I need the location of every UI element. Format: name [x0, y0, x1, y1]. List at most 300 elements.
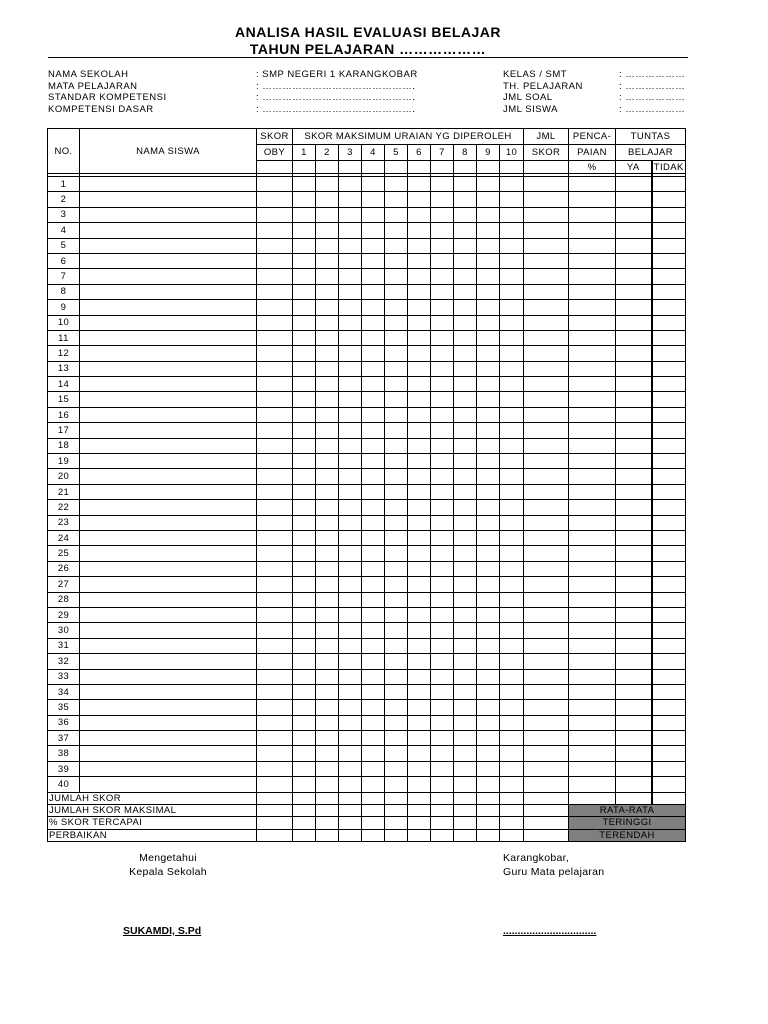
score-cell[interactable] [431, 423, 454, 438]
score-cell[interactable] [257, 746, 293, 761]
score-cell[interactable] [431, 546, 454, 561]
score-cell[interactable] [500, 346, 524, 361]
score-cell[interactable] [316, 777, 339, 792]
score-cell[interactable] [569, 454, 616, 469]
score-cell[interactable] [339, 731, 362, 746]
score-cell[interactable] [524, 623, 569, 638]
score-cell[interactable] [339, 623, 362, 638]
student-name-cell[interactable] [80, 561, 257, 576]
score-cell[interactable] [293, 392, 316, 407]
student-name-cell[interactable] [80, 315, 257, 330]
score-cell[interactable] [652, 207, 686, 222]
score-cell[interactable] [616, 361, 652, 376]
score-cell[interactable] [293, 530, 316, 545]
score-cell[interactable] [616, 300, 652, 315]
score-cell[interactable] [257, 638, 293, 653]
student-name-cell[interactable] [80, 407, 257, 422]
student-name-cell[interactable] [80, 700, 257, 715]
summary-cell[interactable] [257, 829, 293, 841]
score-cell[interactable] [293, 500, 316, 515]
score-cell[interactable] [257, 192, 293, 207]
score-cell[interactable] [316, 392, 339, 407]
summary-cell[interactable] [524, 829, 569, 841]
score-cell[interactable] [316, 469, 339, 484]
summary-cell[interactable] [477, 829, 500, 841]
score-cell[interactable] [500, 377, 524, 392]
score-cell[interactable] [477, 454, 500, 469]
score-cell[interactable] [477, 746, 500, 761]
score-cell[interactable] [454, 253, 477, 268]
score-cell[interactable] [500, 469, 524, 484]
score-cell[interactable] [652, 469, 686, 484]
score-cell[interactable] [652, 561, 686, 576]
score-cell[interactable] [616, 654, 652, 669]
score-cell[interactable] [293, 438, 316, 453]
score-cell[interactable] [454, 300, 477, 315]
score-cell[interactable] [569, 315, 616, 330]
score-cell[interactable] [569, 577, 616, 592]
score-cell[interactable] [385, 777, 408, 792]
score-cell[interactable] [431, 469, 454, 484]
score-cell[interactable] [257, 346, 293, 361]
score-cell[interactable] [339, 269, 362, 284]
summary-cell[interactable] [524, 817, 569, 829]
score-cell[interactable] [408, 253, 431, 268]
summary-cell[interactable] [408, 829, 431, 841]
score-cell[interactable] [385, 638, 408, 653]
score-cell[interactable] [257, 684, 293, 699]
score-cell[interactable] [257, 530, 293, 545]
score-cell[interactable] [616, 777, 652, 792]
score-cell[interactable] [524, 177, 569, 192]
score-cell[interactable] [500, 284, 524, 299]
score-cell[interactable] [616, 623, 652, 638]
score-cell[interactable] [524, 669, 569, 684]
score-cell[interactable] [408, 223, 431, 238]
score-cell[interactable] [652, 515, 686, 530]
score-cell[interactable] [431, 377, 454, 392]
score-cell[interactable] [524, 577, 569, 592]
score-cell[interactable] [316, 407, 339, 422]
score-cell[interactable] [524, 238, 569, 253]
score-cell[interactable] [385, 469, 408, 484]
score-cell[interactable] [477, 684, 500, 699]
score-cell[interactable] [652, 592, 686, 607]
score-cell[interactable] [339, 315, 362, 330]
score-cell[interactable] [454, 684, 477, 699]
score-cell[interactable] [652, 423, 686, 438]
score-cell[interactable] [652, 361, 686, 376]
score-cell[interactable] [524, 330, 569, 345]
score-cell[interactable] [524, 284, 569, 299]
score-cell[interactable] [616, 484, 652, 499]
score-cell[interactable] [616, 392, 652, 407]
score-cell[interactable] [454, 592, 477, 607]
score-cell[interactable] [652, 438, 686, 453]
score-cell[interactable] [454, 530, 477, 545]
score-cell[interactable] [257, 592, 293, 607]
score-cell[interactable] [569, 438, 616, 453]
student-name-cell[interactable] [80, 269, 257, 284]
score-cell[interactable] [500, 407, 524, 422]
score-cell[interactable] [339, 253, 362, 268]
score-cell[interactable] [339, 238, 362, 253]
summary-cell[interactable] [431, 804, 454, 816]
score-cell[interactable] [524, 746, 569, 761]
student-name-cell[interactable] [80, 300, 257, 315]
score-cell[interactable] [569, 407, 616, 422]
score-cell[interactable] [431, 592, 454, 607]
score-cell[interactable] [500, 515, 524, 530]
score-cell[interactable] [524, 654, 569, 669]
student-name-cell[interactable] [80, 607, 257, 622]
score-cell[interactable] [362, 638, 385, 653]
score-cell[interactable] [408, 346, 431, 361]
score-cell[interactable] [477, 223, 500, 238]
score-cell[interactable] [431, 623, 454, 638]
score-cell[interactable] [316, 669, 339, 684]
score-cell[interactable] [408, 177, 431, 192]
score-cell[interactable] [293, 469, 316, 484]
score-cell[interactable] [569, 192, 616, 207]
score-cell[interactable] [293, 561, 316, 576]
score-cell[interactable] [362, 238, 385, 253]
score-cell[interactable] [477, 269, 500, 284]
score-cell[interactable] [362, 315, 385, 330]
score-cell[interactable] [431, 607, 454, 622]
score-cell[interactable] [316, 223, 339, 238]
score-cell[interactable] [454, 561, 477, 576]
score-cell[interactable] [524, 500, 569, 515]
score-cell[interactable] [652, 623, 686, 638]
student-name-cell[interactable] [80, 777, 257, 792]
score-cell[interactable] [477, 423, 500, 438]
score-cell[interactable] [408, 777, 431, 792]
score-cell[interactable] [316, 361, 339, 376]
score-cell[interactable] [524, 253, 569, 268]
score-cell[interactable] [293, 592, 316, 607]
score-cell[interactable] [316, 423, 339, 438]
score-cell[interactable] [293, 207, 316, 222]
summary-cell[interactable] [408, 792, 431, 804]
score-cell[interactable] [477, 484, 500, 499]
score-cell[interactable] [293, 515, 316, 530]
summary-cell[interactable] [500, 829, 524, 841]
score-cell[interactable] [652, 484, 686, 499]
score-cell[interactable] [477, 438, 500, 453]
score-cell[interactable] [293, 669, 316, 684]
score-cell[interactable] [316, 746, 339, 761]
score-cell[interactable] [569, 500, 616, 515]
score-cell[interactable] [362, 207, 385, 222]
score-cell[interactable] [339, 607, 362, 622]
score-cell[interactable] [500, 438, 524, 453]
score-cell[interactable] [500, 530, 524, 545]
score-cell[interactable] [257, 515, 293, 530]
score-cell[interactable] [500, 684, 524, 699]
score-cell[interactable] [293, 684, 316, 699]
score-cell[interactable] [431, 530, 454, 545]
score-cell[interactable] [339, 530, 362, 545]
score-cell[interactable] [339, 561, 362, 576]
student-name-cell[interactable] [80, 377, 257, 392]
score-cell[interactable] [569, 700, 616, 715]
score-cell[interactable] [385, 300, 408, 315]
score-cell[interactable] [500, 253, 524, 268]
score-cell[interactable] [316, 330, 339, 345]
score-cell[interactable] [652, 669, 686, 684]
score-cell[interactable] [454, 454, 477, 469]
score-cell[interactable] [293, 407, 316, 422]
score-cell[interactable] [408, 684, 431, 699]
score-cell[interactable] [257, 731, 293, 746]
score-cell[interactable] [362, 530, 385, 545]
score-cell[interactable] [293, 377, 316, 392]
score-cell[interactable] [431, 361, 454, 376]
score-cell[interactable] [616, 223, 652, 238]
score-cell[interactable] [408, 192, 431, 207]
summary-cell[interactable] [500, 792, 524, 804]
score-cell[interactable] [316, 654, 339, 669]
score-cell[interactable] [454, 515, 477, 530]
score-cell[interactable] [454, 700, 477, 715]
score-cell[interactable] [257, 500, 293, 515]
score-cell[interactable] [362, 500, 385, 515]
score-cell[interactable] [454, 638, 477, 653]
summary-cell[interactable] [477, 804, 500, 816]
score-cell[interactable] [616, 746, 652, 761]
score-cell[interactable] [257, 561, 293, 576]
score-cell[interactable] [652, 253, 686, 268]
score-cell[interactable] [524, 700, 569, 715]
score-cell[interactable] [385, 577, 408, 592]
score-cell[interactable] [616, 669, 652, 684]
score-cell[interactable] [339, 207, 362, 222]
score-cell[interactable] [524, 777, 569, 792]
score-cell[interactable] [339, 500, 362, 515]
score-cell[interactable] [454, 607, 477, 622]
score-cell[interactable] [477, 192, 500, 207]
score-cell[interactable] [569, 346, 616, 361]
score-cell[interactable] [362, 592, 385, 607]
student-name-cell[interactable] [80, 515, 257, 530]
score-cell[interactable] [257, 300, 293, 315]
score-cell[interactable] [339, 577, 362, 592]
score-cell[interactable] [477, 638, 500, 653]
score-cell[interactable] [524, 761, 569, 776]
score-cell[interactable] [385, 500, 408, 515]
score-cell[interactable] [293, 654, 316, 669]
score-cell[interactable] [431, 746, 454, 761]
score-cell[interactable] [569, 623, 616, 638]
score-cell[interactable] [569, 269, 616, 284]
score-cell[interactable] [500, 746, 524, 761]
score-cell[interactable] [385, 746, 408, 761]
score-cell[interactable] [257, 607, 293, 622]
score-cell[interactable] [385, 253, 408, 268]
score-cell[interactable] [652, 654, 686, 669]
score-cell[interactable] [477, 546, 500, 561]
score-cell[interactable] [316, 561, 339, 576]
score-cell[interactable] [385, 423, 408, 438]
score-cell[interactable] [431, 407, 454, 422]
score-cell[interactable] [616, 346, 652, 361]
score-cell[interactable] [569, 530, 616, 545]
score-cell[interactable] [339, 330, 362, 345]
score-cell[interactable] [316, 192, 339, 207]
score-cell[interactable] [477, 715, 500, 730]
score-cell[interactable] [431, 669, 454, 684]
score-cell[interactable] [339, 346, 362, 361]
summary-cell[interactable] [293, 804, 316, 816]
score-cell[interactable] [257, 423, 293, 438]
score-cell[interactable] [257, 269, 293, 284]
score-cell[interactable] [524, 638, 569, 653]
score-cell[interactable] [477, 377, 500, 392]
score-cell[interactable] [454, 746, 477, 761]
score-cell[interactable] [431, 269, 454, 284]
score-cell[interactable] [616, 238, 652, 253]
score-cell[interactable] [362, 746, 385, 761]
score-cell[interactable] [362, 361, 385, 376]
summary-cell[interactable] [477, 792, 500, 804]
score-cell[interactable] [293, 638, 316, 653]
score-cell[interactable] [257, 777, 293, 792]
score-cell[interactable] [652, 500, 686, 515]
score-cell[interactable] [385, 592, 408, 607]
score-cell[interactable] [362, 407, 385, 422]
score-cell[interactable] [569, 561, 616, 576]
score-cell[interactable] [454, 284, 477, 299]
score-cell[interactable] [316, 546, 339, 561]
score-cell[interactable] [454, 361, 477, 376]
summary-cell[interactable] [500, 804, 524, 816]
score-cell[interactable] [500, 669, 524, 684]
score-cell[interactable] [257, 654, 293, 669]
score-cell[interactable] [385, 377, 408, 392]
score-cell[interactable] [316, 638, 339, 653]
score-cell[interactable] [257, 577, 293, 592]
score-cell[interactable] [454, 192, 477, 207]
score-cell[interactable] [257, 253, 293, 268]
summary-cell[interactable] [316, 817, 339, 829]
score-cell[interactable] [569, 238, 616, 253]
score-cell[interactable] [477, 577, 500, 592]
summary-cell[interactable] [339, 817, 362, 829]
score-cell[interactable] [477, 330, 500, 345]
summary-cell[interactable] [257, 792, 293, 804]
score-cell[interactable] [385, 761, 408, 776]
score-cell[interactable] [652, 607, 686, 622]
student-name-cell[interactable] [80, 192, 257, 207]
student-name-cell[interactable] [80, 669, 257, 684]
score-cell[interactable] [362, 561, 385, 576]
score-cell[interactable] [524, 207, 569, 222]
score-cell[interactable] [616, 561, 652, 576]
score-cell[interactable] [569, 654, 616, 669]
score-cell[interactable] [316, 577, 339, 592]
summary-cell[interactable] [431, 792, 454, 804]
score-cell[interactable] [385, 623, 408, 638]
summary-cell[interactable] [385, 792, 408, 804]
score-cell[interactable] [339, 715, 362, 730]
score-cell[interactable] [385, 546, 408, 561]
score-cell[interactable] [616, 546, 652, 561]
score-cell[interactable] [477, 469, 500, 484]
score-cell[interactable] [316, 300, 339, 315]
score-cell[interactable] [293, 315, 316, 330]
score-cell[interactable] [524, 407, 569, 422]
score-cell[interactable] [385, 346, 408, 361]
score-cell[interactable] [524, 469, 569, 484]
score-cell[interactable] [385, 700, 408, 715]
summary-cell[interactable] [316, 792, 339, 804]
student-name-cell[interactable] [80, 592, 257, 607]
score-cell[interactable] [385, 407, 408, 422]
score-cell[interactable] [431, 192, 454, 207]
score-cell[interactable] [339, 546, 362, 561]
score-cell[interactable] [569, 207, 616, 222]
score-cell[interactable] [339, 361, 362, 376]
score-cell[interactable] [652, 192, 686, 207]
score-cell[interactable] [500, 300, 524, 315]
score-cell[interactable] [316, 761, 339, 776]
score-cell[interactable] [408, 515, 431, 530]
score-cell[interactable] [477, 515, 500, 530]
score-cell[interactable] [477, 207, 500, 222]
score-cell[interactable] [339, 177, 362, 192]
summary-cell[interactable] [431, 817, 454, 829]
score-cell[interactable] [616, 454, 652, 469]
score-cell[interactable] [652, 300, 686, 315]
score-cell[interactable] [385, 207, 408, 222]
score-cell[interactable] [524, 546, 569, 561]
score-cell[interactable] [524, 300, 569, 315]
summary-cell[interactable] [293, 792, 316, 804]
score-cell[interactable] [454, 654, 477, 669]
score-cell[interactable] [385, 454, 408, 469]
score-cell[interactable] [477, 777, 500, 792]
score-cell[interactable] [257, 407, 293, 422]
summary-cell[interactable] [431, 829, 454, 841]
score-cell[interactable] [477, 592, 500, 607]
student-name-cell[interactable] [80, 500, 257, 515]
score-cell[interactable] [408, 484, 431, 499]
score-cell[interactable] [339, 515, 362, 530]
score-cell[interactable] [408, 577, 431, 592]
score-cell[interactable] [454, 392, 477, 407]
score-cell[interactable] [339, 638, 362, 653]
score-cell[interactable] [431, 684, 454, 699]
score-cell[interactable] [500, 238, 524, 253]
score-cell[interactable] [652, 330, 686, 345]
score-cell[interactable] [408, 454, 431, 469]
score-cell[interactable] [524, 484, 569, 499]
score-cell[interactable] [408, 238, 431, 253]
score-cell[interactable] [316, 484, 339, 499]
summary-cell[interactable] [500, 817, 524, 829]
score-cell[interactable] [477, 607, 500, 622]
score-cell[interactable] [477, 177, 500, 192]
score-cell[interactable] [257, 284, 293, 299]
score-cell[interactable] [408, 561, 431, 576]
score-cell[interactable] [408, 700, 431, 715]
score-cell[interactable] [293, 223, 316, 238]
score-cell[interactable] [500, 269, 524, 284]
score-cell[interactable] [293, 746, 316, 761]
score-cell[interactable] [616, 269, 652, 284]
score-cell[interactable] [293, 454, 316, 469]
